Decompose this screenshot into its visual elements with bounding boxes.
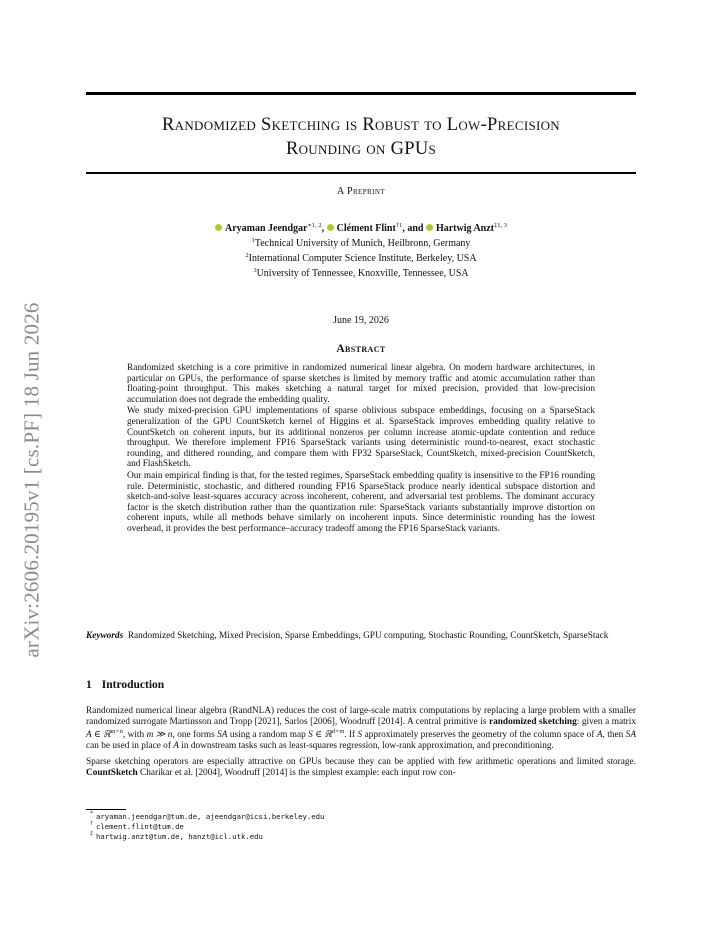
affiliation-text: Technical University of Munich, Heilbronn, Germany: [254, 238, 471, 249]
publication-date: June 19, 2026: [333, 315, 389, 326]
footnotes: [90, 811, 325, 842]
text-run: , one forms: [172, 730, 218, 741]
orcid-icon[interactable]: [327, 224, 334, 231]
keywords-label: Keywords: [86, 631, 124, 641]
text-run: : given a matrix: [576, 716, 637, 727]
title-rule-top: [86, 92, 636, 95]
footnote: [90, 821, 324, 832]
footnote-mark: *: [90, 811, 93, 817]
affiliation-text: International Computer Science Institute, Berkeley, USA: [248, 253, 477, 264]
affiliation-number: 3: [253, 267, 257, 274]
section-title: Introduction: [101, 679, 165, 691]
footnote-email[interactable]: hartwig.anzt@tum.de, hanzt@icl.utk.edu: [96, 832, 263, 841]
author-separator: , and: [402, 223, 424, 234]
affiliation: [86, 265, 636, 280]
intro-paragraph: [86, 706, 636, 752]
math-inline: m ≫ n: [146, 730, 173, 741]
text-run: Charikar et al. [2004], Woodruff [2014] is the simplest example: each input row con-: [137, 767, 456, 778]
keywords-text: Randomized Sketching, Mixed Precision, Sparse Embeddings, GPU computing, Stochastic Rounding, CountSketch, SparseStack: [127, 631, 609, 641]
author-names: [86, 220, 636, 235]
text-run: in downstream tasks such as least-squares regression, low-rank approximation, and preconditioning.: [178, 741, 554, 752]
footnote-email[interactable]: aryaman.jeendgar@tum.de, ajeendgar@icsi.berkeley.edu: [96, 812, 325, 821]
abstract-body: [127, 363, 595, 536]
affiliation-text: University of Tennessee, Knoxville, Tennessee, USA: [256, 268, 469, 279]
math-inline: A: [173, 741, 179, 752]
arxiv-sidebar-stamp: [11, 265, 53, 695]
affiliation-number: 1: [251, 237, 255, 244]
text-run: , with: [122, 730, 147, 741]
keywords: [86, 631, 636, 642]
footnote-mark: ‡: [90, 831, 93, 837]
introduction-body: [86, 706, 636, 783]
math-inline: S ∈ ℝ: [308, 730, 332, 741]
text-run: Randomized numerical linear algebra (RandNLA) reduces the cost of large-scale matrix computations by replacing a large problem with a smaller randomized surrogate Martinsson and Tropp [2021], Sarlos [2006], Woodruff [2014]. A central primitive is: [86, 706, 636, 727]
text-run: , then: [602, 730, 626, 741]
author-marks: ∗1, 2: [307, 222, 322, 229]
affiliation: [86, 250, 636, 265]
abstract-paragraph: We study mixed-precision GPU implementations of sparse oblivious subspace embeddings, focusing on a SparseStack generalization of the GPU CountSketch kernel of Higgins et al. SparseStack improves embedding quality relative to CountSketch on coherent inputs, but its additional nonzeros per column increase atomic-update contention and reduce throughput. We therefore implement FP16 SparseStack variants using deterministic round-to-nearest, exact stochastic rounding, and dithered rounding, and compare them with FP32 SparseStack, CountSketch, mixed-precision CountSketch, and FlashSketch.: [127, 406, 595, 470]
title-line-2: Rounding on GPUs: [285, 139, 437, 159]
title-rule-bottom: [86, 172, 636, 174]
author-block: [86, 220, 636, 280]
text-run: . If: [344, 730, 358, 741]
abstract-heading: Abstract: [336, 343, 386, 355]
math-inline: S: [357, 730, 363, 741]
orcid-icon[interactable]: [426, 224, 433, 231]
text-run-bold: randomized sketching: [488, 716, 577, 727]
title-line-1: Randomized Sketching is Robust to Low-Precision: [162, 115, 560, 135]
author-marks: ‡1, 3: [494, 222, 507, 229]
author-name: Clément Flint: [336, 223, 396, 234]
footnote-mark: †: [90, 821, 93, 827]
math-superscript: d×m: [331, 728, 345, 736]
text-run-bold: CountSketch: [86, 767, 138, 778]
math-inline: A: [596, 730, 603, 741]
text-run: approximately preserves the geometry of the column space of: [362, 730, 597, 741]
math-superscript: m×n: [110, 728, 123, 736]
abstract-paragraph: Our main empirical finding is that, for the tested regimes, SparseStack embedding quality is insensitive to the FP16 rounding rule. Deterministic, stochastic, and dithered rounding FP16 SparseStack produce nearly identical subspace distortion and sketch-and-solve least-squares accuracy across incoherent, coherent, and adversarial test problems. The dominant accuracy factor is the sketch distribution rather than the quantization rule: SparseStack variants substantially improve distortion on coherent inputs, while all methods behave similarly on incoherent inputs. Since deterministic rounding has the lowest overhead, it provides the best performance–accuracy tradeoff among the FP16 SparseStack variants.: [127, 470, 595, 534]
author-name: Hartwig Anzt: [435, 223, 494, 234]
orcid-icon[interactable]: [215, 224, 222, 231]
footnote: [90, 831, 324, 842]
footnote-email[interactable]: clement.flint@tum.de: [96, 822, 184, 831]
arxiv-id: arXiv:2606.20195v1 [cs.PF] 18 Jun 2026: [19, 302, 44, 658]
footnote: [90, 811, 325, 822]
affiliation: [86, 235, 636, 250]
math-inline: SA: [625, 730, 636, 741]
author-marks: †1: [395, 222, 403, 229]
section-number: 1: [86, 679, 92, 691]
text-run: Sparse sketching operators are especially attractive on GPUs because they can be applied with few arithmetic operations and limited storage.: [86, 756, 636, 767]
math-inline: A ∈ ℝ: [86, 730, 111, 741]
text-run: using a random map: [227, 730, 309, 741]
text-run: can be used in place of: [86, 741, 174, 752]
paper-title: [86, 113, 636, 161]
author-name: Aryaman Jeendgar: [225, 223, 308, 234]
preprint-label: A Preprint: [337, 186, 385, 197]
author-separator: ,: [321, 223, 325, 234]
abstract-paragraph: Randomized sketching is a core primitive in randomized numerical linear algebra. On modern hardware architectures, in particular on GPUs, the performance of sparse sketches is limited by memory traffic and atomic accumulation rather than floating-point throughput. This makes sketching a natural target for mixed precision, provided that low-precision accumulation does not degrade the embedding quality.: [127, 363, 595, 405]
affiliation-number: 2: [245, 252, 249, 259]
intro-paragraph: [86, 757, 636, 778]
math-inline: SA: [217, 730, 228, 741]
section-heading: [86, 679, 164, 691]
